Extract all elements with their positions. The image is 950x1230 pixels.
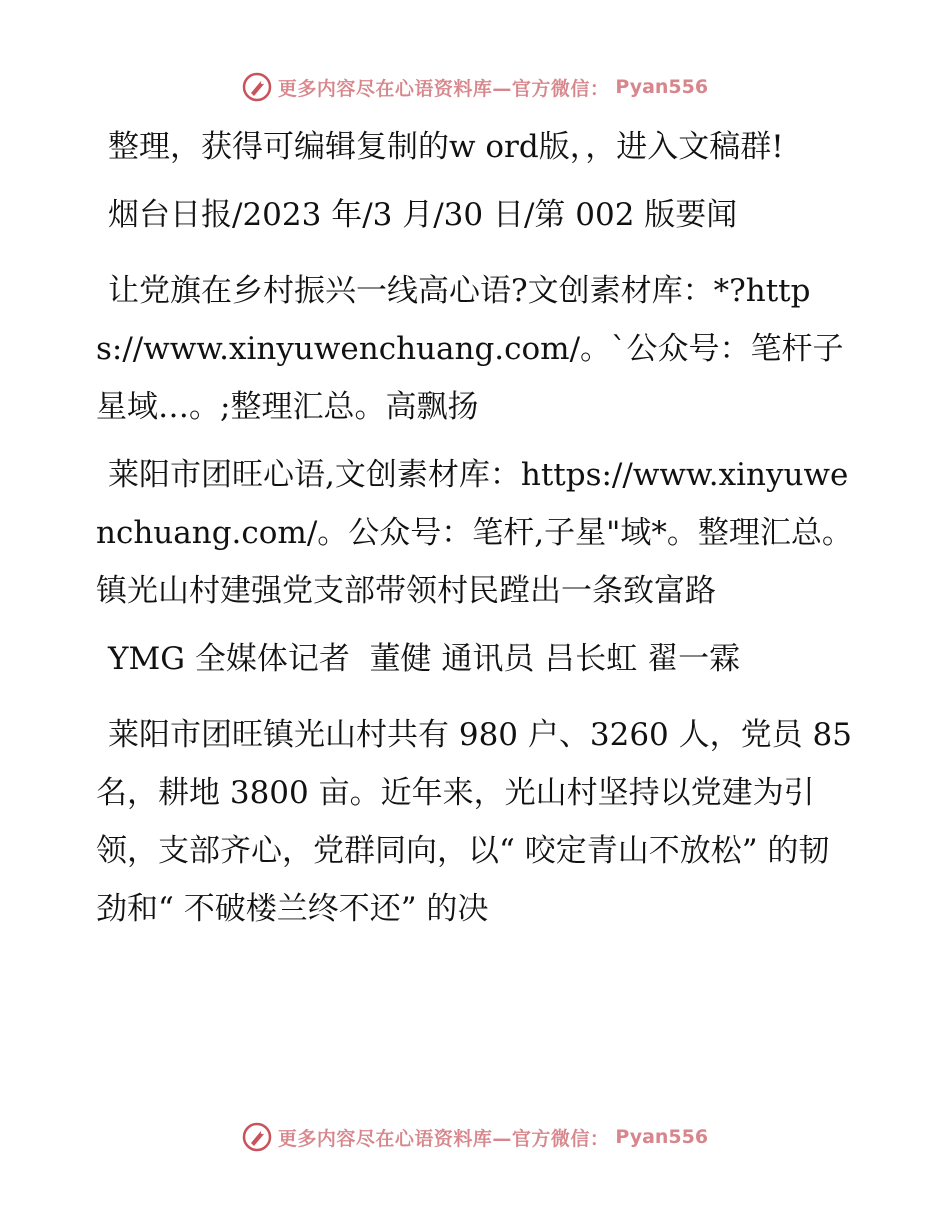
paragraph-source: 烟台日报/2023 年/3 月/30 日/第 002 版要闻 [108,197,738,233]
paragraph-byline: YMG 全媒体记者 董健 通讯员 吕长虹 翟一霖 [108,641,741,677]
pen-nib-logo-icon [242,72,272,102]
banner-contact: Pyan556 [615,76,709,98]
banner-text: 更多内容尽在心语资料库—官方微信： [277,77,610,100]
paragraph-body: 莱阳市团旺镇光山村共有 980 户、3260 人，党员 85 名，耕地 3800 亩。近年来，光山村坚持以党建为引领，支部齐心，党群同向，以“ 咬定青山不放松” 的韧劲和“ 不破楼兰终不还” 的决 [96,717,862,927]
paragraph-intro: 整理，获得可编辑复制的w ord版，，进入文稿群! [108,129,784,165]
pen-nib-logo-icon [242,1122,272,1152]
header-banner [0,72,950,102]
footer-banner [0,1122,950,1152]
document-body [96,118,862,948]
banner-text: 更多内容尽在心语资料库—官方微信： [277,1127,610,1150]
paragraph-headline-1: 让党旗在乡村振兴一线高心语?文创素材库：*?https://www.xinyuwenchuang.com/。`公众号：笔杆子星域…。;整理汇总。高飘扬 [96,273,844,425]
banner-contact: Pyan556 [615,1126,709,1148]
paragraph-headline-2: 莱阳市团旺心语,文创素材库：https://www.xinyuwenchuang.com/。公众号：笔杆,子星"域*。整理汇总。镇光山村建强党支部带领村民蹚出一条致富路 [96,457,853,609]
